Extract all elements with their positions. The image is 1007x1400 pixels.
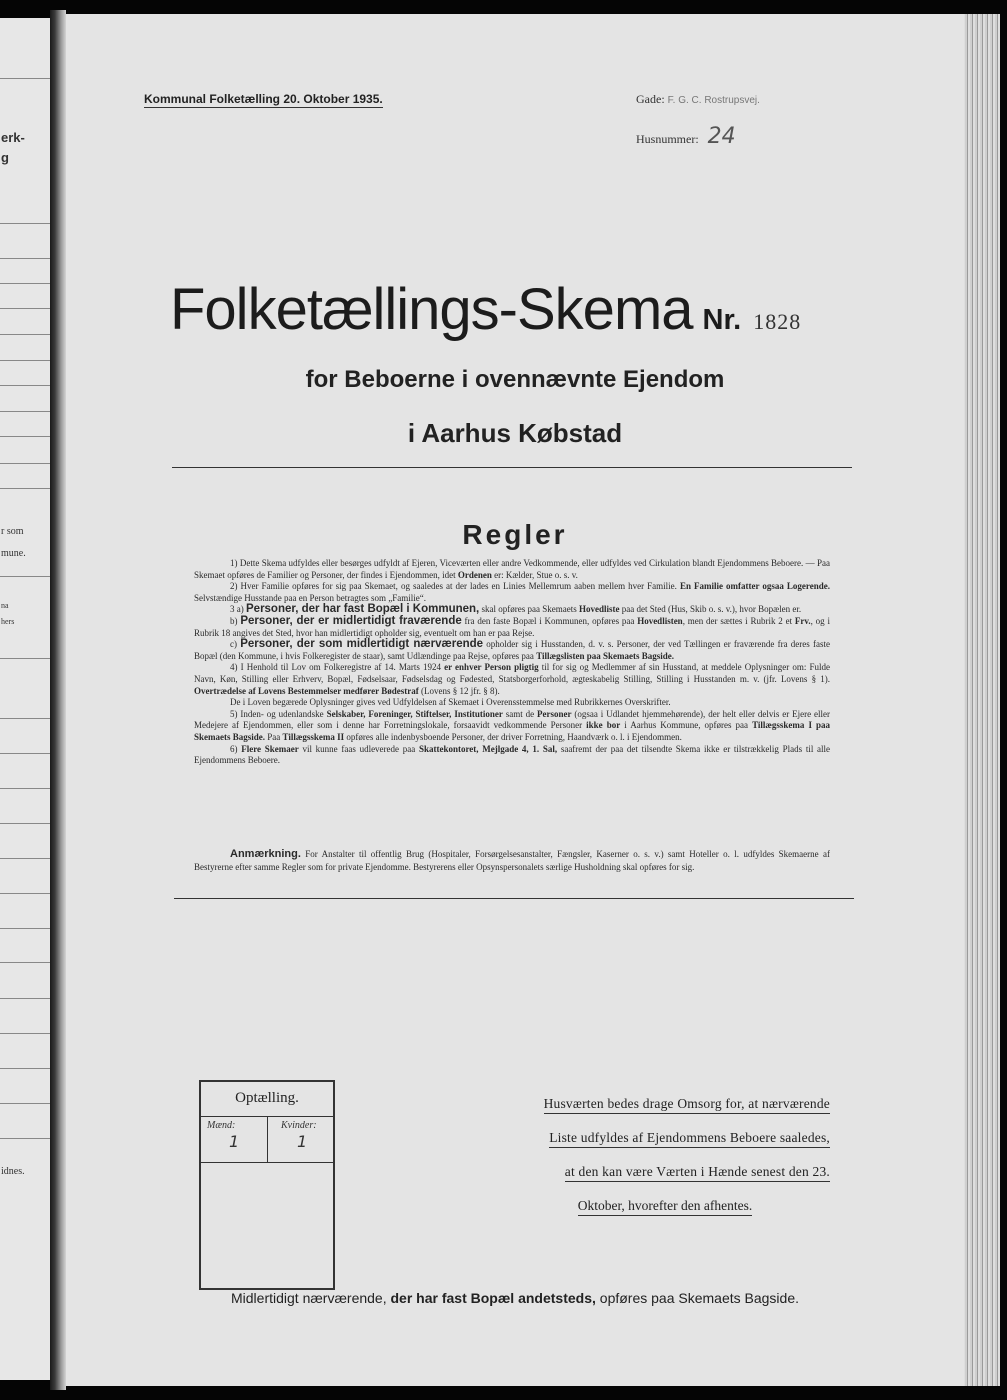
rule-5: 5) Inden- og udenlandske Selskaber, Foreninger, Stiftelser, Institutioner samt de Personer (ogsaa i Udlandet hjemmehørende), der helt eller delvis er Ejere eller Medejere af Ejendommen, eller som i denne har Forretningslokale, forsaavidt vedkommende Personer ikke bor i Aarhus Kommune, opføres paa Tillægsskema I paa Skemaets Bagside. Paa Tillægsskema II opføres alle indenbysboende Personer, der driver Forretning, Haandværk o. l. i Ejendommen. <box>194 708 831 742</box>
left-page-rule <box>0 308 50 309</box>
women-count: 1 <box>297 1132 308 1151</box>
left-page-fragment: idnes. <box>1 1166 25 1177</box>
form-title <box>170 276 801 343</box>
house-number-label: Husnummer: <box>636 132 699 146</box>
book-gutter <box>50 10 66 1390</box>
left-page-rule <box>0 858 50 859</box>
rule-3a: 3 a) Personer, der har fast Bopæl i Kommunen, skal opføres paa Skemaets Hovedliste paa det Sted (Hus, Skib o. s. v.), hvor Bopælen er. <box>230 603 802 616</box>
remark-text: For Anstalter til offentlig Brug (Hospitaler, Forsørgelsesanstalter, Fængsler, Kaserner o. s. v.) samt Hoteller o. l. udfyldes Skemaerne af Bestyrerne efter samme Regler som for private Ejendomme. Bestyrerens eller Opsynspersonalets særlige Husholdning skal opføres for sig. <box>194 849 830 872</box>
divider <box>174 898 854 899</box>
left-page-rule <box>0 436 50 437</box>
rule-6: 6) Flere Skemaer vil kunne faas udleverede paa Skattekontoret, Mejlgade 4, 1. Sal, saafremt der paa det tilsendte Skema ikke er tilstrækkelig Plads til alle Ejendommens Beboere. <box>194 743 831 766</box>
left-page-rule <box>0 463 50 464</box>
count-box <box>199 1080 335 1290</box>
landlord-notice <box>500 1096 830 1232</box>
count-box-rule <box>201 1162 333 1163</box>
footer-note: Midlertidigt nærværende, der har fast Bopæl andetsteds, opføres paa Skemaets Bagside. <box>230 1290 799 1306</box>
left-page-rule <box>0 893 50 894</box>
form-title-main: Folketællings-Skema <box>170 277 693 342</box>
notice-line: Husværten bedes drage Omsorg for, at nærværende <box>544 1096 830 1114</box>
women-label: Kvinder: <box>281 1120 317 1131</box>
rule-1: 1) Dette Skema udfyldes eller besørges udfyldt af Ejeren, Viceværten eller andre Vedkommende, eller udfyldes ved Cirkulation blandt Ejendommens Beboere. — Paa Skemaet opføres de Familier og Personer, der findes i Ejendommen, idet Ordenen er: Kælder, Stue o. s. v. <box>194 558 830 580</box>
left-page-rule <box>0 223 50 224</box>
divider <box>172 467 852 468</box>
men-label: Mænd: <box>207 1120 236 1131</box>
left-page-rule <box>0 360 50 361</box>
left-page-fragment: mune. <box>1 548 26 559</box>
left-page-rule <box>0 576 50 577</box>
left-page-rule <box>0 1033 50 1034</box>
form-number-label: Nr. <box>702 304 742 336</box>
left-page-rule <box>0 718 50 719</box>
street-field <box>636 92 760 107</box>
left-page-rule <box>0 488 50 489</box>
left-page-rule <box>0 1103 50 1104</box>
rule-3c: c) Personer, der som midlertidigt nærværende opholder sig i Husstanden, d. v. s. Personer, der ved Tællingen er fraværende fra deres faste Bopæl (den Kommune, i hvis Folkeregister de staar), samt Udlændinge paa Rejse, opføres paa Tillægslisten paa Skemaets Bagside. <box>194 638 830 661</box>
rule-4-note: De i Loven begærede Oplysninger gives ved Udfyldelsen af Skemaet i Overensstemmelse med Rubrikkernes Overskrifter. <box>230 697 671 708</box>
remark-label: Anmærkning. <box>230 848 301 860</box>
left-page-rule <box>0 962 50 963</box>
rule-2: 2) Hver Familie opføres for sig paa Skemaet, og saaledes at der lades en Linies Mellemrum aaben mellem hver Familie. En Familie omfatter ogsaa Logerende. Selvstændige Husstande paa en Person betragtes som „Familie“. <box>194 581 830 603</box>
rule-3b: b) Personer, der er midlertidigt fraværende fra den faste Bopæl i Kommunen, opføres paa Hovedlisten, men der sættes i Rubrik 2 et Frv., og i Rubrik 18 angives det Sted, hvor han midlertidigt opholder sig, eventuelt om han er paa Rejse. <box>194 614 830 638</box>
left-facing-page <box>0 18 50 1380</box>
left-page-rule <box>0 334 50 335</box>
form-subtitle-city: i Aarhus Købstad <box>407 418 623 448</box>
rules-heading: Regler <box>462 519 568 550</box>
count-box-rule <box>267 1116 268 1162</box>
left-page-fragment: r som <box>1 526 24 537</box>
left-page-rule <box>0 788 50 789</box>
page-edges <box>960 14 1000 1386</box>
remark-paragraph <box>194 848 830 873</box>
count-box-title: Optælling. <box>235 1090 299 1106</box>
notice-line: Oktober, hvorefter den afhentes. <box>578 1198 753 1216</box>
left-page-rule <box>0 385 50 386</box>
rule-4: 4) I Henhold til Lov om Folkeregistre af 14. Marts 1924 er enhver Person pligtig til for sig og Medlemmer af sin Husstand, at meddele Oplysninger om: Fulde Navn, Køn, Stilling eller Erhverv, Bopæl, Fødselsaar, Fødselsdag og Fødested, Statsborgerforhold, ægteskabelig Stilling, Stilling i Husstanden m. v. (jfr. Lovens § 1). Overtrædelse af Lovens Bestemmelser medfører Bødestraf (Lovens § 12 jfr. § 8). <box>194 662 830 696</box>
left-page-fragment: hers <box>1 617 15 626</box>
left-page-fragment: g <box>1 150 9 165</box>
house-number-field <box>636 124 736 149</box>
left-page-rule <box>0 753 50 754</box>
census-date-header: Kommunal Folketælling 20. Oktober 1935. <box>144 92 383 106</box>
men-count: 1 <box>229 1132 240 1151</box>
house-number-value: 24 <box>707 124 736 149</box>
street-value: F. G. C. Rostrupsvej. <box>667 95 760 106</box>
census-form-page <box>66 14 964 1386</box>
street-label: Gade: <box>636 92 665 106</box>
notice-line: Liste udfyldes af Ejendommens Beboere saaledes, <box>549 1130 830 1148</box>
form-number-value: 1828 <box>753 309 802 334</box>
notice-line: at den kan være Værten i Hænde senest den 23. <box>565 1164 830 1182</box>
left-page-rule <box>0 411 50 412</box>
left-page-rule <box>0 1068 50 1069</box>
left-page-rule <box>0 78 50 79</box>
left-page-fragment: erk- <box>1 130 25 145</box>
left-page-rule <box>0 1138 50 1139</box>
left-page-rule <box>0 998 50 999</box>
left-page-rule <box>0 283 50 284</box>
rules-text <box>194 558 830 767</box>
left-page-rule <box>0 658 50 659</box>
left-page-rule <box>0 258 50 259</box>
left-page-fragment: na <box>1 601 9 610</box>
left-page-rule <box>0 928 50 929</box>
form-subtitle: for Beboerne i ovennævnte Ejendom <box>305 366 725 393</box>
left-page-rule <box>0 823 50 824</box>
